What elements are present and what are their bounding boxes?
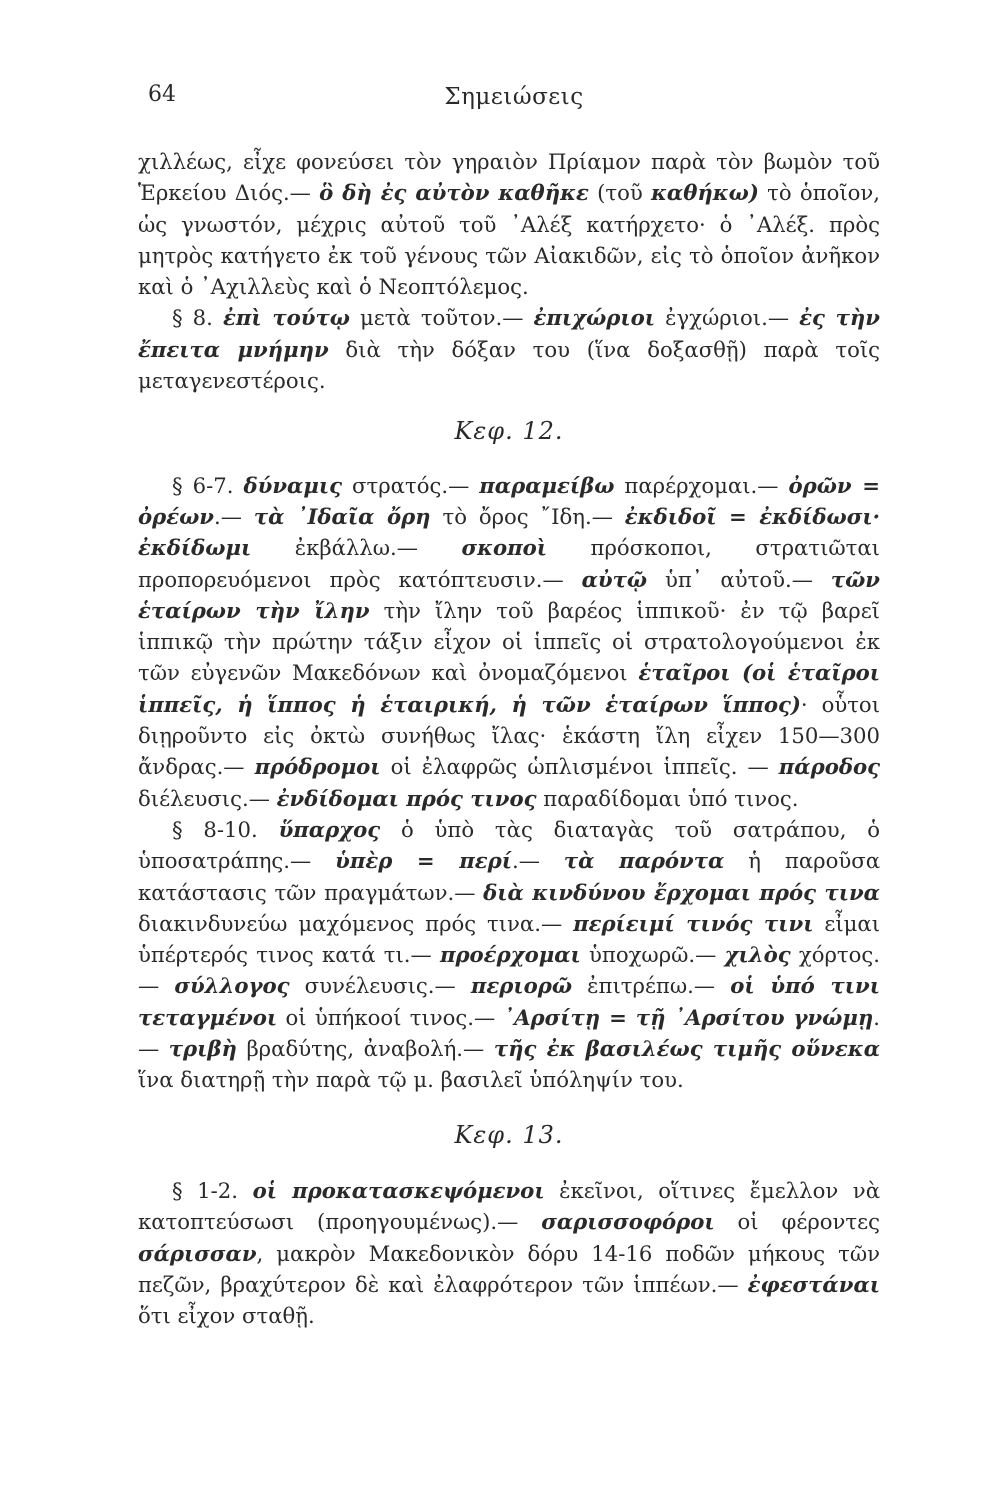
lemma: σαρισσοφόροι <box>541 1209 715 1235</box>
lemma: ἐφεστάναι <box>747 1271 880 1297</box>
note-paragraph: § 1-2. οἱ προκατασκεψόμενοι ἐκεῖνοι, οἵτινες ἔμελλον νὰ κατοπτεύσωσι (προηγουμένως).— σαρισσοφόροι οἱ φέροντες σάρισσαν, μακρὸν Μακεδονικὸν δόρυ 14-16 ποδῶν μήκους τῶν πεζῶν, βραχύτερον δὲ καὶ ἐλαφρότερον τῶν ἱππέων.— ἐφεστάναι ὅτι εἶχον σταθῇ. <box>138 1177 880 1329</box>
lemma: ὑπὲρ = περί <box>335 848 512 874</box>
lemma: ἐπιχώριοι <box>533 305 656 331</box>
lemma: ἐνδίδομαι πρός τινος <box>276 785 537 811</box>
lemma: ἑταῖροι (οἱ ἑταῖροι ἱππεῖς, ἡ ἵππος ἡ ἑταιρική, ἡ τῶν ἑταίρων ἵππος) <box>138 660 880 717</box>
lemma: πάροδος <box>778 754 880 780</box>
chapter-heading: Κεφ. 12. <box>454 417 564 446</box>
lemma: ὕπαρχος <box>278 816 381 842</box>
chapter-heading: Κεφ. 13. <box>454 1120 564 1149</box>
lemma: οἱ ὑπό τινι τεταγμένοι <box>138 973 880 1030</box>
lemma: τὰ ᾿Ιδαῖα ὄρη <box>253 503 431 529</box>
lemma: ᾿Αρσίτῃ = τῇ ᾿Αρσίτου γνώμῃ <box>503 1004 874 1030</box>
note-paragraph: § 8. ἐπὶ τούτῳ μετὰ τοῦτον.— ἐπιχώριοι ἐγχώριοι.— ἐς τὴν ἔπειτα μνήμην διὰ τὴν δόξαν του (ἵνα δοξασθῇ) παρὰ τοῖς μεταγενεστέροις. <box>138 305 880 394</box>
lemma: οἱ προκατασκεψόμενοι <box>252 1177 545 1203</box>
lemma: σύλλογος <box>174 973 290 999</box>
lemma: τριβὴ <box>168 1036 237 1062</box>
notes-body <box>138 146 880 1331</box>
lemma: αὐτῷ <box>581 566 648 592</box>
note-paragraph: χιλλέως, εἶχε φονεύσει τὸν γηραιὸν Πρίαμον παρὰ τὸν βωμὸν τοῦ Ἑρκείου Διός.— ὃ δὴ ἐς αὐτὸν καθῆκε (τοῦ καθήκω) τὸ ὁποῖον, ὡς γνωστόν, μέχρις αὐτοῦ τοῦ ᾿Αλέξ κατήρχετο· ὁ ᾿Αλέξ. πρὸς μητρὸς κατήγετο ἐκ τοῦ γένους τῶν Αἰακιδῶν, εἰς τὸ ὁποῖον ἀνῆκον καὶ ὁ ᾿Αχιλλεὺς καὶ ὁ Νεοπτόλεμος. <box>138 149 881 300</box>
running-title: Σημειώσεις <box>444 84 584 110</box>
lemma: σκοποὶ <box>461 535 548 561</box>
lemma: προέρχομαι <box>439 942 581 968</box>
lemma: περιορῶ <box>470 973 573 999</box>
lemma: τὰ παρόντα <box>563 848 725 874</box>
lemma: ἐπὶ τούτῳ <box>222 305 350 331</box>
lemma: παραμείβω <box>479 472 615 498</box>
lemma: χιλὸς <box>724 942 791 968</box>
lemma: δύναμις <box>243 472 343 498</box>
note-paragraph: § 8-10. ὕπαρχος ὁ ὑπὸ τὰς διαταγὰς τοῦ σατράπου, ὁ ὑποσατράπης.— ὑπὲρ = περί.— τὰ παρόντα ἡ παροῦσα κατάστασις τῶν πραγμάτων.— διὰ κινδύνου ἔρχομαι πρός τινα διακινδυνεύω μαχόμενος πρός τινα.— περίειμί τινός τινι εἶμαι ὑπέρτερός τινος κατά τι.— προέρχομαι ὑποχωρῶ.— χιλὸς χόρτος.— σύλλογος συνέλευσις.— περιορῶ ἐπιτρέπω.— οἱ ὑπό τινι τεταγμένοι οἱ ὑπήκοοί τινος.— ᾿Αρσίτῃ = τῇ ᾿Αρσίτου γνώμῃ.— τριβὴ βραδύτης, ἀναβολή.— τῆς ἐκ βασιλέως τιμῆς οὕνεκα ἵνα διατηρῇ τὴν παρὰ τῷ μ. βασιλεῖ ὑπόληψίν του. <box>138 816 881 1093</box>
lemma: ἐς τὴν ἔπειτα μνήμην <box>138 305 880 362</box>
lemma: ὀρῶν = ὀρέων <box>138 472 881 529</box>
lemma: τῆς ἐκ βασιλέως τιμῆς οὕνεκα <box>493 1036 880 1062</box>
lemma: περίειμί τινός τινι <box>573 910 814 936</box>
lemma: ἐκδιδοῖ = ἐκδίδωσι· ἐκδίδωμι <box>138 503 880 561</box>
lemma: πρόδρομοι <box>254 754 381 780</box>
lemma: καθήκω) <box>651 180 759 206</box>
lemma: διὰ κινδύνου ἔρχομαι πρός τινα <box>483 879 880 905</box>
page-number: 64 <box>148 82 176 107</box>
lemma: σάρισσαν <box>138 1240 257 1266</box>
lemma: ὃ δὴ ἐς αὐτὸν καθῆκε <box>319 180 589 206</box>
lemma: τῶν ἑταίρων τὴν ἴλην <box>138 566 881 623</box>
note-paragraph: § 6-7. δύναμις στρατός.— παραμείβω παρέρχομαι.— ὀρῶν = ὀρέων.— τὰ ᾿Ιδαῖα ὄρη τὸ ὄρος ῎Ιδη.— ἐκδιδοῖ = ἐκδίδωσι· ἐκδίδωμι ἐκβάλλω.— σκοποὶ πρόσκοποι, στρατιῶται προπορευόμενοι πρὸς κατόπτευσιν.— αὐτῷ ὑπ᾿ αὐτοῦ.— τῶν ἑταίρων τὴν ἴλην τὴν ἴλην τοῦ βαρέος ἱππικοῦ· ἐν τῷ βαρεῖ ἱππικῷ τὴν πρώτην τάξιν εἶχον οἱ ἱππεῖς οἱ στρατολογούμενοι ἐκ τῶν εὐγενῶν Μακεδόνων καὶ ὀνομαζόμενοι ἑταῖροι (οἱ ἑταῖροι ἱππεῖς, ἡ ἵππος ἡ ἑταιρική, ἡ τῶν ἑταίρων ἵππος)· οὗτοι διῃροῦντο εἰς ὀκτὼ συνήθως ἴλας· ἑκάστη ἴλη εἶχεν 150—300 ἄνδρας.— πρόδρομοι οἱ ἐλαφρῶς ὡπλισμένοι ἱππεῖς. — πάροδος διέλευσις.— ἐνδίδομαι πρός τινος παραδίδομαι ὑπό τινος. <box>138 472 881 811</box>
